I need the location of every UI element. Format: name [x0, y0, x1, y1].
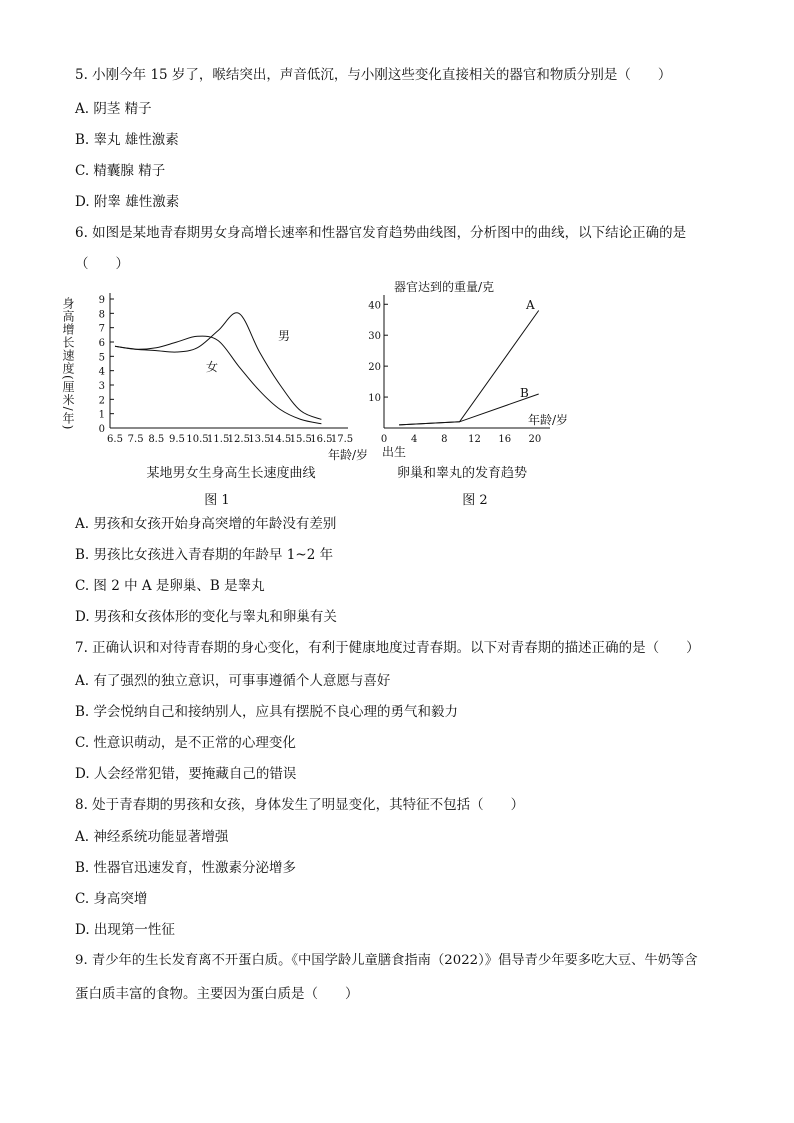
- fig2-title: 卵巢和睾丸的发育趋势: [396, 466, 528, 481]
- fig1-y-tick-label: 8: [98, 309, 105, 321]
- fig2-x-tick-label: 4: [410, 434, 418, 445]
- q5-stem: 5. 小刚今年 15 岁了，喉结突出，声音低沉，与小刚这些变化直接相关的器官和物质分别是（ ）: [75, 67, 672, 83]
- fig2-series-a-line: [399, 311, 539, 425]
- fig2-y-ticks: [368, 300, 388, 404]
- q6-option-a: A. 男孩和女孩开始身高突增的年龄没有差别: [75, 516, 337, 532]
- fig1-x-tick-label: 8.5: [148, 434, 165, 445]
- q7-option-b: B. 学会悦纳自己和接纳别人，应具有摆脱不良心理的勇气和毅力: [75, 704, 459, 720]
- fig1-x-tick-label: 14.5: [268, 434, 292, 445]
- fig1-y-tick-label: 1: [98, 409, 105, 421]
- fig2-x-tick-label: 8: [441, 434, 448, 445]
- fig1-label-girl: 女: [206, 360, 219, 374]
- q8-option-d: D. 出现第一性征: [75, 922, 175, 938]
- q6-option-b: B. 男孩比女孩进入青春期的年龄早 1~2 年: [75, 547, 334, 563]
- fig2-y-tick-label: 10: [368, 393, 381, 405]
- fig1-x-tick-label: 17.5: [330, 434, 354, 445]
- fig2-x-note: 出生: [382, 445, 407, 459]
- fig1-y-tick-label: 5: [98, 352, 105, 364]
- fig1-label-boy: 男: [278, 329, 291, 343]
- fig1-series-boy-line: [115, 313, 321, 420]
- q7-stem: 7. 正确认识和对待青春期的身心变化，有利于健康地度过青春期。以下对青春期的描述正确的是（ ）: [75, 640, 700, 656]
- fig2-label-a: A: [526, 298, 535, 312]
- q7-option-d: D. 人会经常犯错，要掩藏自己的错误: [75, 766, 297, 782]
- q7-option-c: C. 性意识萌动，是不正常的心理变化: [75, 735, 296, 751]
- q5-option-c: C. 精囊腺 精子: [75, 163, 166, 179]
- fig2-x-ticks: [381, 434, 541, 445]
- fig1-y-tick-label: 2: [98, 395, 105, 407]
- fig1-caption: 图 1: [204, 493, 230, 508]
- q9-stem: 9. 青少年的生长发育离不开蛋白质。《中国学龄儿童膳食指南（2022）》倡导青少年要多吃大豆、牛奶等含: [75, 953, 698, 968]
- fig2-label-b: B: [520, 386, 529, 400]
- figure-1-height-growth-chart: [60, 283, 369, 515]
- fig1-x-tick-label: 10.5: [186, 434, 209, 445]
- q9-stem-cont: 蛋白质丰富的食物。主要因为蛋白质是（ ）: [75, 986, 359, 1002]
- q5-option-a: A. 阴茎 精子: [75, 101, 152, 117]
- fig1-x-ticks: [107, 434, 353, 445]
- fig2-xlabel: 年龄/岁: [528, 413, 569, 427]
- fig1-x-tick-label: 15.5: [289, 434, 312, 445]
- fig1-y-tick-label: 3: [98, 381, 105, 392]
- q6-option-c: C. 图 2 中 A 是卵巢、B 是睾丸: [75, 578, 265, 594]
- fig1-x-tick-label: 7.5: [127, 434, 144, 445]
- fig2-x-tick-label: 12: [468, 434, 481, 445]
- fig1-x-tick-label: 13.5: [248, 434, 271, 445]
- q8-option-b: B. 性器官迅速发育，性激素分泌增多: [75, 860, 297, 876]
- fig2-caption: 图 2: [462, 493, 488, 508]
- fig1-y-tick-label: 9: [98, 295, 105, 306]
- fig2-x-tick-label: 20: [528, 434, 542, 445]
- fig1-y-tick-label: 7: [98, 323, 105, 335]
- q6-stem-cont: （ ）: [75, 256, 129, 272]
- fig1-y-tick-label: 4: [98, 366, 105, 378]
- fig1-ylabel: 身高增长速度(厘米/年): [61, 297, 75, 431]
- q8-stem: 8. 处于青春期的男孩和女孩，身体发生了明显变化，其特征不包括（ ）: [75, 797, 525, 813]
- fig2-x-tick-label: 16: [498, 434, 512, 445]
- q7-option-a: A. 有了强烈的独立意识，可事事遵循个人意愿与喜好: [75, 673, 391, 689]
- fig1-title: 某地男女生身高生长速度曲线: [146, 466, 316, 481]
- fig1-x-tick-label: 11.5: [207, 434, 230, 445]
- fig1-y-tick-label: 0: [98, 424, 105, 435]
- fig2-ylabel: 器官达到的重量/克: [394, 280, 495, 294]
- q5-option-b: B. 睾丸 雄性激素: [75, 132, 179, 148]
- fig1-x-tick-label: 9.5: [168, 434, 185, 445]
- fig1-x-tick-label: 12.5: [227, 434, 250, 445]
- q8-option-c: C. 身高突增: [75, 891, 148, 907]
- q6-option-d: D. 男孩和女孩体形的变化与睾丸和卵巢有关: [75, 609, 337, 625]
- fig1-x-tick-label: 6.5: [107, 434, 123, 445]
- q6-stem: 6. 如图是某地青春期男女身高增长速率和性器官发育趋势曲线图，分析图中的曲线，以下结论正确的是: [75, 225, 687, 241]
- figure-2-organ-development-chart: [360, 275, 590, 515]
- fig2-x-tick-label: 0: [380, 434, 388, 445]
- q5-option-d: D. 附睾 雄性激素: [75, 194, 180, 210]
- fig2-y-tick-label: 20: [368, 362, 381, 374]
- fig1-x-tick-label: 16.5: [310, 434, 333, 445]
- fig1-y-ticks: [99, 295, 114, 435]
- q8-option-a: A. 神经系统功能显著增强: [75, 829, 229, 845]
- fig1-series-girl-line: [115, 336, 321, 424]
- fig1-xlabel: 年龄/岁: [328, 448, 369, 462]
- fig2-y-tick-label: 40: [368, 300, 381, 312]
- fig2-y-tick-label: 30: [368, 331, 381, 343]
- fig1-y-tick-label: 6: [98, 338, 105, 349]
